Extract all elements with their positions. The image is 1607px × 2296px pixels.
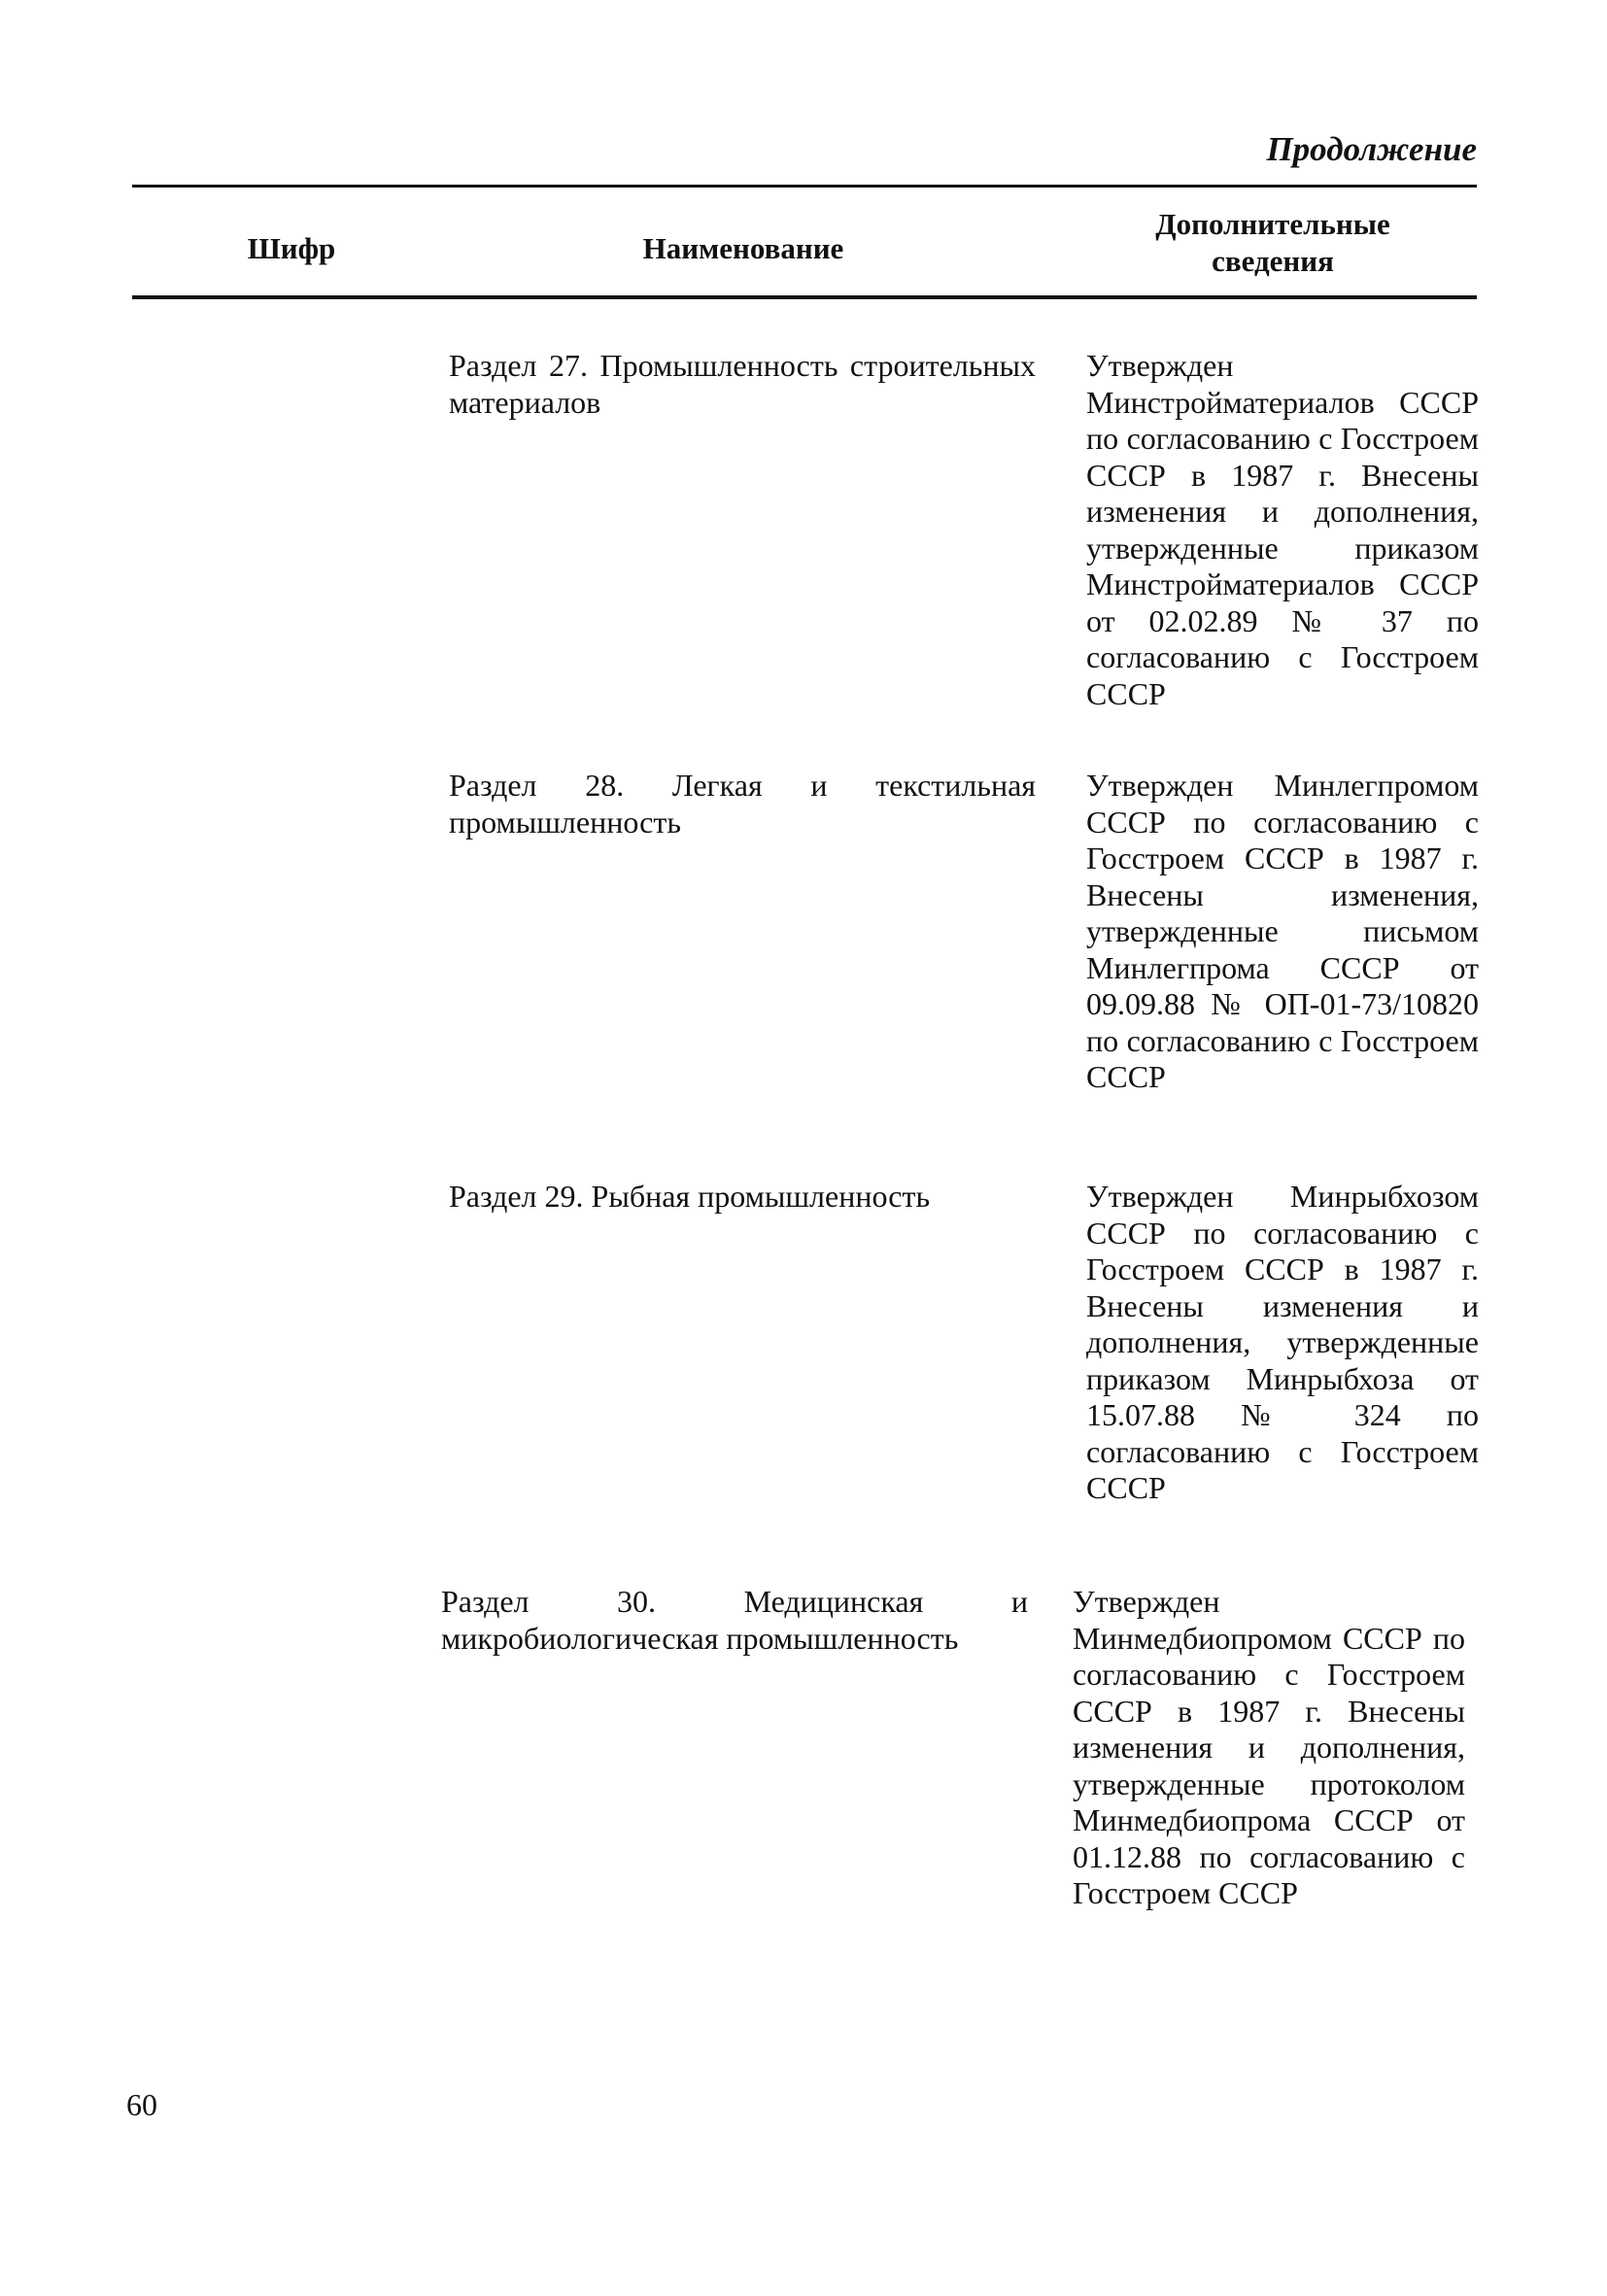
row-27-info: Утвержден Минстройматериалов СССР по согласованию с Госстроем СССР в 1987 г. Внесены изменения и дополнения, утвержденные приказом Минстройматериалов СССР от 02.02.89 № 37 по согласованию с Госстроем СССР bbox=[1086, 348, 1479, 711]
row-30-name: Раздел 30. Медицинская и микробиологическая промышленность bbox=[441, 1584, 1028, 1656]
column-header-info: Дополнительные сведения bbox=[1155, 207, 1390, 278]
table-header-rule bbox=[132, 295, 1477, 299]
row-29-name: Раздел 29. Рыбная промышленность bbox=[449, 1179, 931, 1214]
continuation-label: Продолжение bbox=[1266, 130, 1477, 168]
row-28-name: Раздел 28. Легкая и текстильная промышленность bbox=[449, 768, 1036, 840]
table-top-rule bbox=[132, 185, 1477, 188]
row-30-info: Утвержден Минмедбиопромом СССР по согласованию с Госстроем СССР в 1987 г. Внесены изменения и дополнения, утвержденные протоколом Минмедбиопрома СССР от 01.12.88 по согласованию с Госстроем СССР bbox=[1073, 1584, 1465, 1910]
page-number: 60 bbox=[126, 2087, 157, 2122]
column-header-code: Шифр bbox=[247, 231, 336, 265]
row-27-name: Раздел 27. Промышленность строительных материалов bbox=[449, 348, 1036, 420]
row-28-info: Утвержден Минлегпромом СССР по согласованию с Госстроем СССР в 1987 г. Внесены изменения, утвержденные письмом Минлегпрома СССР от 09.09.88 № ОП-01-73/10820 по согласованию с Госстроем СССР bbox=[1086, 768, 1479, 1094]
column-header-name: Наименование bbox=[642, 231, 844, 265]
row-29-info: Утвержден Минрыбхозом СССР по согласованию с Госстроем СССР в 1987 г. Внесены изменения и дополнения, утвержденные приказом Минрыбхоза от 15.07.88 № 324 по согласованию с Госстроем СССР bbox=[1086, 1179, 1479, 1505]
